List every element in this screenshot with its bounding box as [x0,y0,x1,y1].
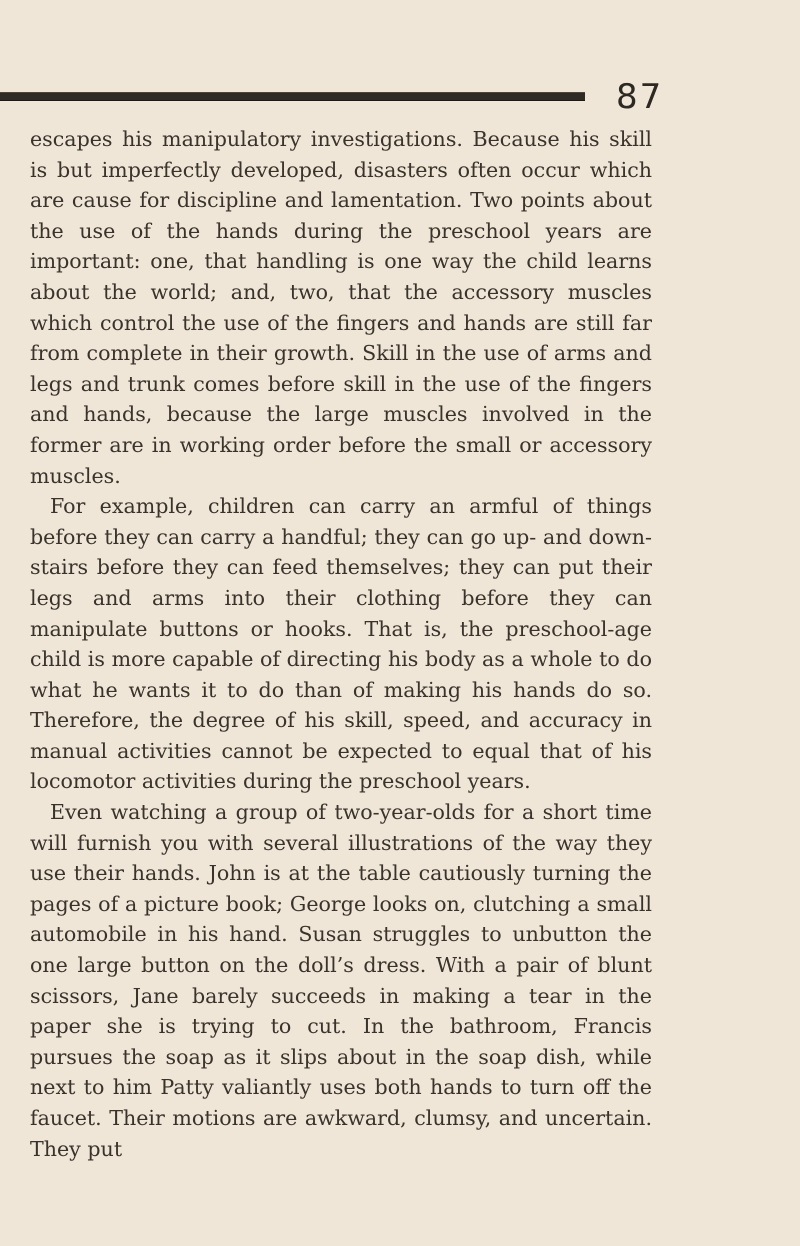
paragraph-1: escapes his manipulatory investigations. Because his skill is but imperfectly developed, disasters often occur which are cause for discipline and lamentation. Two points about the use of the hands during the preschool years are important: one, that handling is one way the child learns about the world; and, two, that the accessory muscles which control the use of the fingers and hands are still far from complete in their growth. Skill in the use of arms and legs and trunk comes before skill in the use of the fingers and hands, because the large muscles involved in the former are in working order before the small or accessory muscles. [30,127,652,488]
header-rule [0,92,585,101]
page-number: 87 [616,77,664,117]
body-text [30,124,652,1164]
paragraph-2: For example, children can carry an armful of things before they can carry a handful; they can go up- and down-stairs before they can feed themselves; they can put their legs and arms into their clothing before they can manipulate buttons or hooks. That is, the preschool-age child is more capable of directing his body as a whole to do what he wants it to do than of making his hands do so. Therefore, the degree of his skill, speed, and accuracy in manual activities cannot be expected to equal that of his locomotor activities during the preschool years. [30,494,652,794]
paragraph-3: Even watching a group of two-year-olds for a short time will furnish you with several illustrations of the way they use their hands. John is at the table cautiously turning the pages of a picture book; George looks on, clutching a small automobile in his hand. Susan struggles to unbutton the one large button on the doll’s dress. With a pair of blunt scissors, Jane barely succeeds in making a tear in the paper she is trying to cut. In the bathroom, Francis pursues the soap as it slips about in the soap dish, while next to him Patty valiantly uses both hands to turn off the faucet. Their motions are awkward, clumsy, and uncertain. They put [30,800,652,1161]
page-header [0,72,800,122]
